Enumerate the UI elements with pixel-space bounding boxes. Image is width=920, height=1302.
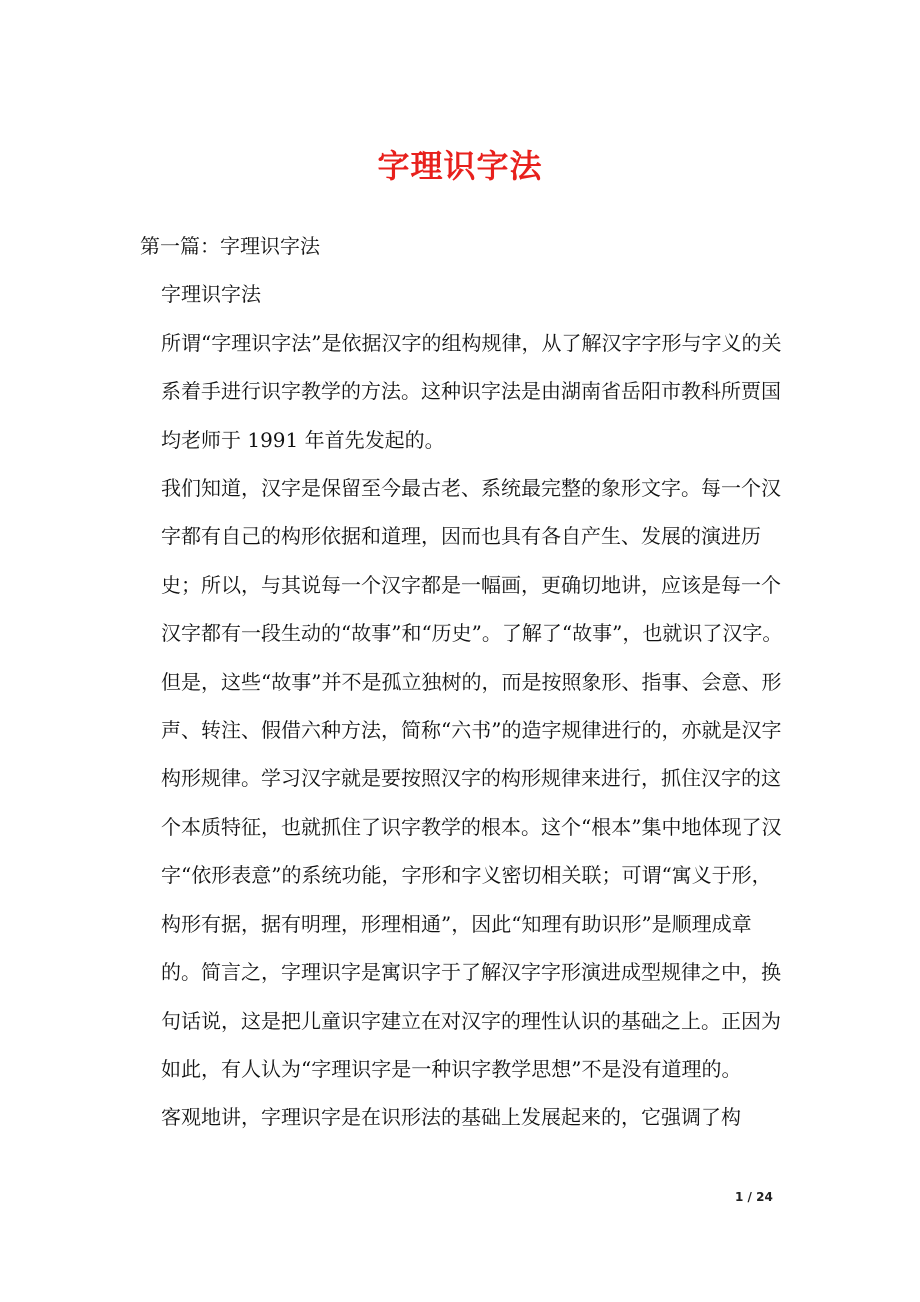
document-body xyxy=(140,222,790,1142)
document-title: 字理识字法 xyxy=(377,147,543,185)
paragraph-definition: 所谓“字理识字法”是依据汉字的组构规律，从了解汉字字形与字义的关系着手进行识字教学的方法。这种识字法是由湖南省岳阳市教科所贾国均老师于 1991 年首先发起的。 xyxy=(161,330,782,452)
section-heading: 第一篇：字理识字法 xyxy=(140,234,320,258)
subheading: 字理识字法 xyxy=(161,282,261,307)
paragraph-explanation: 我们知道，汉字是保留至今最古老、系统最完整的象形文字。每一个汉字都有自己的构形依据和道理，因而也具有各自产生、发展的演进历史；所以，与其说每一个汉字都是一幅画，更确切地讲，应该是每一个汉字都有一段生动的“故事”和“历史”。了解了“故事”，也就识了汉字。但是，这些“故事”并不是孤立独树的，而是按照象形、指事、会意、形声、转注、假借六种方法，简称“六书”的造字规律进行的，亦就是汉字构形规律。学习汉字就是要按照汉字的构形规律来进行，抓住汉字的这个本质特征，也就抓住了识字教学的根本。这个“根本”集中地体现了汉字“依形表意”的系统功能，字形和字义密切相关联；可谓“寓义于形，构形有据，据有明理，形理相通”，因此“知理有助识形”是顺理成章的。简言之，字理识字是寓识字于了解汉字字形演进成型规律之中，换句话说，这是把儿童识字建立在对汉字的理性认识的基础之上。正因为如此，有人认为“字理识字是一种识字教学思想”不是没有道理的。 xyxy=(161,476,783,1081)
paragraph-continuation: 客观地讲，字理识字是在识形法的基础上发展起来的，它强调了构 xyxy=(161,1105,741,1130)
page-number: 1 / 24 xyxy=(735,1190,773,1204)
